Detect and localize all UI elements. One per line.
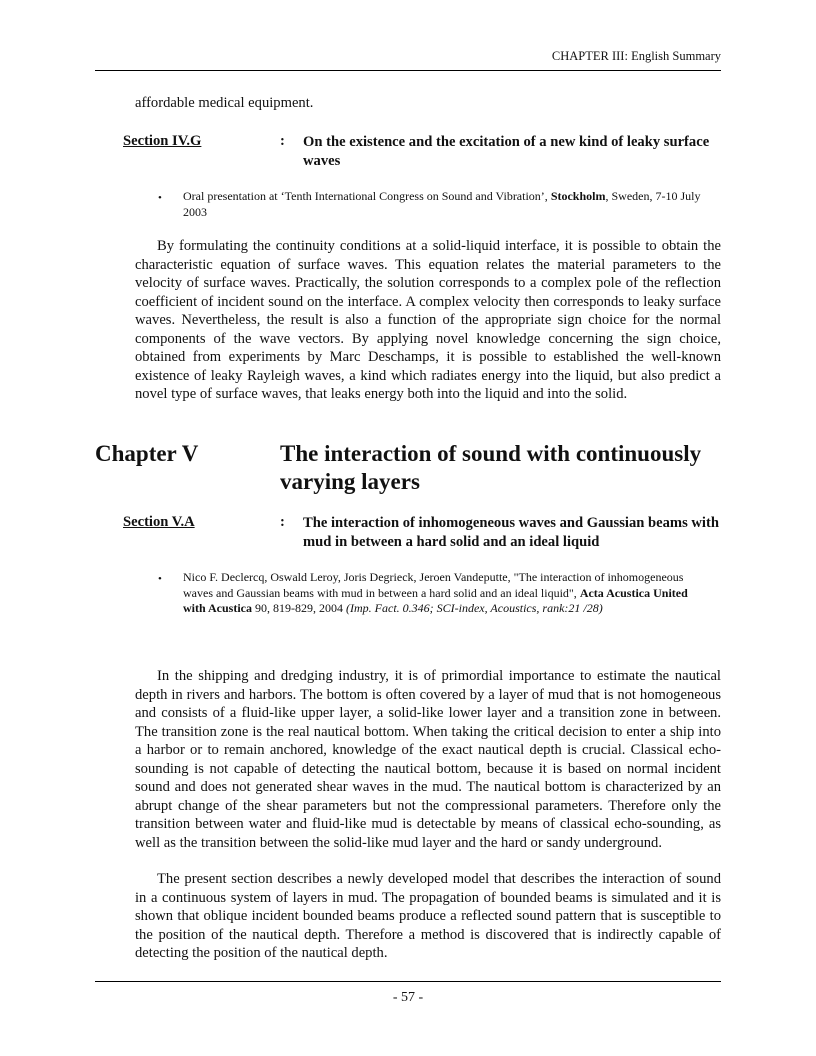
entry-suffix: , Sweden, 7-10 July 2003 (183, 189, 701, 219)
bullet-icon: • (158, 192, 162, 204)
section-v-a-title: The interaction of inhomogeneous waves and Gaussian beams with mud in between a hard solid and an ideal liquid (303, 515, 719, 550)
page-number: - 57 - (392, 990, 424, 1005)
publication-entry-iv-g (183, 189, 723, 220)
header-rule (95, 70, 721, 71)
bullet-icon: • (158, 573, 162, 585)
section-iv-g-paragraph: By formulating the continuity conditions at a solid-liquid interface, it is possible to obtain the characteristic equation of surface waves. This equation relates the material parameters to the velocity of surface waves. Practically, the solution corresponds to a complex pole of the reflection coefficient of incident sound on the interface. A complex velocity then corresponds to leaky surface waves. Nevertheless, the result is also a function of the appropriate sign choice for the normal components of the wave vectors. By applying novel knowledge concerning the sign choice, obtained from experiments by Marc Deschamps, it is possible to established the well-known existence of leaky Rayleigh waves, a kind which radiates energy into the liquid, but also predict a novel type of surface waves, that leaks energy both into the liquid and into the solid. (135, 238, 721, 402)
section-v-a-label: Section V.A (123, 514, 195, 530)
entry-paper-title: "The interaction of inhomogeneous waves and Gaussian beams with mud in between a hard solid and an ideal liquid", (183, 570, 684, 600)
footer-rule (95, 981, 721, 982)
section-v-a-paragraph-1: In the shipping and dredging industry, it is of primordial importance to estimate the nautical depth in rivers and harbors. The bottom is often covered by a layer of mud that is not homogeneous and consists of a fluid-like upper layer, a solid-like lower layer and a transition zone in between. The transition zone is the real nautical bottom. When taking the critical decision to enter a ship into a harbor or to remain anchored, knowledge of the exact nautical depth is crucial. Classical echo-sounding is not capable of detecting the nautical bottom, because it is based on normal incident sound and does not generated shear waves in the mud. The nautical bottom is characterized by an abrupt change of the shear parameters but not the compressional parameters. Therefore only the transition between water and fluid-like mud is detectable by means of classical echo-sounding, as well as the transition between the solid-like mud layer and the hard or sandy underground. (135, 668, 721, 851)
entry-journal: Acta Acustica United with Acustica (183, 585, 688, 615)
section-iv-g-label: Section IV.G (123, 133, 202, 149)
entry-city: Stockholm (550, 189, 606, 203)
section-v-a-paragraph-2: The present section describes a newly developed model that describes the interaction of sound in a continuous system of layers in mud. The propagation of bounded beams is simulated and it is shown that oblique incident bounded beams produce a reflected sound pattern that is susceptible to the position of the nautical depth. Therefore a method is discovered that is indirectly capable of detecting the position of the nautical depth. (135, 871, 721, 961)
chapter-label: Chapter V (95, 441, 199, 466)
continued-text: affordable medical equipment. (135, 95, 314, 111)
chapter-title: The interaction of sound with continuously varying layers (280, 441, 702, 494)
publication-entry-v-a (183, 570, 713, 617)
section-iv-g-colon: : (280, 133, 285, 149)
entry-prefix: Oral presentation at ‘Tenth International Congress on Sound and Vibration’, (183, 189, 551, 203)
entry-authors: Nico F. Declercq, Oswald Leroy, Joris Degrieck, Jeroen Vandeputte, (183, 570, 514, 584)
section-iv-g-title: On the existence and the excitation of a new kind of leaky surface waves (303, 134, 710, 169)
entry-impact: (Imp. Fact. 0.346; SCI-index, Acoustics, rank:21 /28) (346, 601, 603, 615)
section-v-a-colon: : (280, 514, 285, 530)
entry-volume: 90, 819-829, 2004 (252, 601, 346, 615)
running-header: CHAPTER III: English Summary (551, 49, 721, 63)
